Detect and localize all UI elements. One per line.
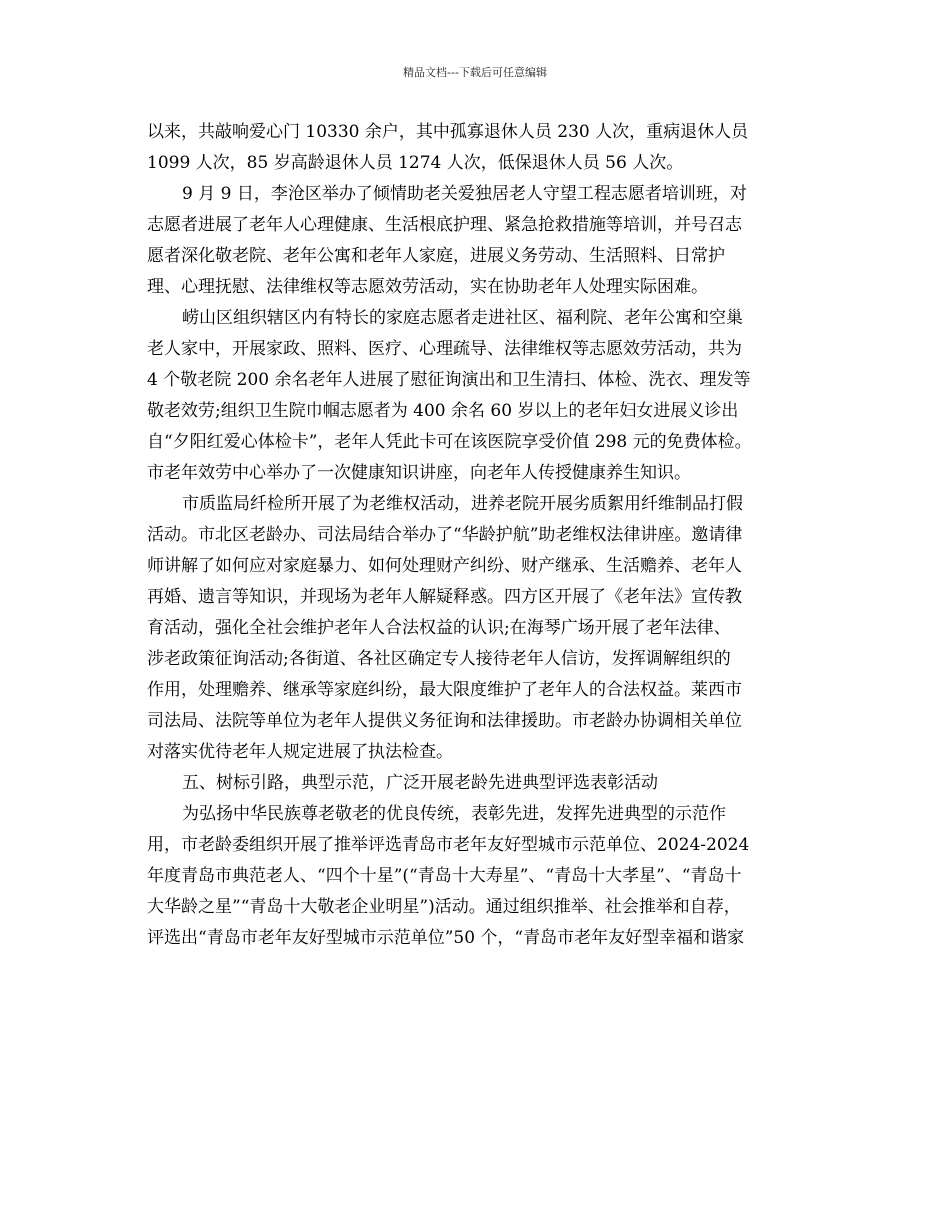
text-line: 崂山区组织辖区内有特长的家庭志愿者走进社区、福利院、老年公寓和空巢: [182, 308, 743, 328]
text-line: 年度青岛市典范老人、“四个十星”(“青岛十大寿星”、“青岛十大孝星”、“青岛十: [147, 866, 742, 886]
text-line: 作用，处理赡养、继承等家庭纠纷，最大限度维护了老年人的合法权益。莱西市: [147, 680, 742, 700]
text-line: 再婚、遗言等知识，并现场为老年人解疑释惑。四方区开展了《老年法》宣传教: [147, 587, 742, 607]
text-line: 活动。市北区老龄办、司法局结合举办了“华龄护航”助老维权法律讲座。邀请律: [147, 525, 743, 545]
text-line: 评选出“青岛市老年友好型城市示范单位”50 个，“青岛市老年友好型幸福和谐家: [147, 928, 745, 948]
text-line: 敬老效劳;组织卫生院巾帼志愿者为 400 余名 60 岁以上的老年妇女进展义诊出: [147, 401, 739, 421]
text-line: 4 个敬老院 200 余名老年人进展了慰征询演出和卫生清扫、体检、洗衣、理发等: [147, 370, 751, 390]
text-line: 市质监局纤检所开展了为老维权活动，进养老院开展劣质絮用纤维制品打假: [182, 494, 743, 514]
text-line: 志愿者进展了老年人心理健康、生活根底护理、紧急抢救措施等培训，并号召志: [147, 215, 742, 235]
text-line: 老人家中，开展家政、照料、医疗、心理疏导、法律维权等志愿效劳活动，共为: [147, 339, 742, 359]
text-line: 愿者深化敬老院、老年公寓和老年人家庭，进展义务劳动、生活照料、日常护: [147, 246, 725, 266]
text-line: 理、心理抚慰、法律维权等志愿效劳活动，实在协助老年人处理实际困难。: [147, 277, 708, 297]
text-line: 师讲解了如何应对家庭暴力、如何处理财产纠纷、财产继承、生活赡养、老年人: [147, 556, 742, 576]
text-line: 涉老政策征询活动;各街道、各社区确定专人接待老年人信访，发挥调解组织的: [147, 649, 731, 669]
page-header: 精品文档---下载后可任意编辑: [403, 66, 547, 79]
text-line: 五、树标引路，典型示范，广泛开展老龄先进典型评选表彰活动: [182, 773, 658, 793]
text-line: 用，市老龄委组织开展了推举评选青岛市老年友好型城市示范单位、2024-2024: [147, 835, 750, 855]
document-body: [147, 117, 812, 954]
text-line: 9 月 9 日，李沧区举办了倾情助老关爱独居老人守望工程志愿者培训班，对: [182, 184, 747, 204]
text-line: 为弘扬中华民族尊老敬老的优良传统，表彰先进，发挥先进典型的示范作: [182, 804, 726, 824]
text-line: 育活动，强化全社会维护老年人合法权益的认识;在海琴广场开展了老年法律、: [147, 618, 731, 638]
text-line: 以来，共敲响爱心门 10330 余户，其中孤寡退休人员 230 人次，重病退休人员: [147, 122, 749, 142]
text-line: 自“夕阳红爱心体检卡”，老年人凭此卡可在该医院享受价值 298 元的免费体检。: [147, 432, 752, 452]
text-line: 对落实优待老年人规定进展了执法检查。: [147, 742, 453, 762]
text-line: 1099 人次，85 岁高龄退休人员 1274 人次，低保退休人员 56 人次。: [147, 153, 684, 173]
text-line: 市老年效劳中心举办了一次健康知识讲座，向老年人传授健康养生知识。: [147, 463, 691, 483]
text-line: 司法局、法院等单位为老年人提供义务征询和法律援助。市老龄办协调相关单位: [147, 711, 742, 731]
text-line: 大华龄之星”“青岛十大敬老企业明星”)活动。通过组织推举、社会推举和自荐，: [147, 897, 741, 917]
